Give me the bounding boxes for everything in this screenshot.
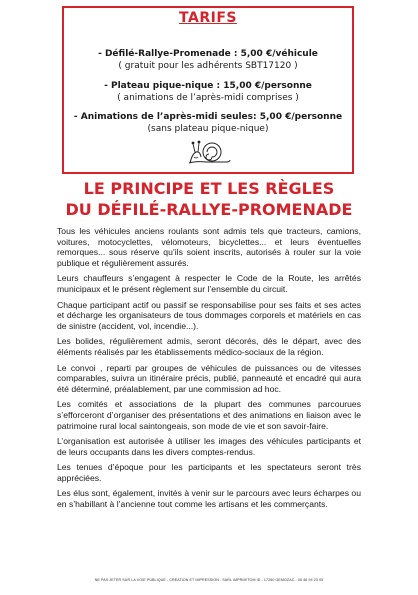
tarif-item-piquenique: - Plateau pique-nique : 15,00 €/personne [104,81,312,91]
rule-paragraph: L’organisation est autorisée à utiliser les images des véhicules participants et de leurs occupants dans les divers comptes-rendus. [57,436,361,457]
rule-paragraph: Leurs chauffeurs s’engagent à respecter le Code de la Route, les arrêtés municipaux et le présent règlement sur l’ensemble du circuit. [57,273,361,294]
tarif-item-animations: - Animations de l’après-midi seules: 5,00 €/personne [73,112,343,122]
tarif-item-animations-note: (sans plateau pique-nique) [147,124,269,134]
rule-paragraph: Le convoi , reparti par groupes de véhicules de puissances ou de vitesses comparables, suivra un itinéraire précis, publié, panneauté et encadré qui aura été déterminé, préalablement, par une commission ad hoc. [57,362,361,394]
rules-body [57,226,361,515]
tarif-item-piquenique-note: ( animations de l’après-midi comprises ) [117,93,299,103]
rule-paragraph: Les bolides, régulièrement admis, seront décorés, dès le départ, avec des éléments réalisés par les établissements médico-sociaux de la région. [57,336,361,357]
section-heading-line1: LE PRINCIPE ET LES RÈGLES [83,179,335,198]
snail-icon [186,138,232,166]
tarif-item-rallye: - Défilé-Rallye-Promenade : 5,00 €/véhicule [98,49,318,59]
rule-paragraph: Les élus sont, également, invités à venir sur le parcours avec leurs écharpes ou en s’habillant à l’ancienne tout comme les artisans et les commerçants. [57,488,361,510]
rule-paragraph: Les tenues d’époque pour les participants et les spectateurs seront très appréciées. [57,462,361,483]
rule-paragraph: Chaque participant actif ou passif se responsabilise pour ses faits et ses actes et décharge les organisateurs de tous dommages corporels et matériels en cas de sinistre (accident, vol, incendie...). [57,299,361,331]
rule-paragraph: Tous les véhicules anciens roulants sont admis tels que tracteurs, camions, voitures, motocyclettes, vélomoteurs, bicyclettes... et leurs éventuelles remorques... sous réserve qu’ils soient inscrits, autorisés à rouler sur la voie publique et régulièrement assurés. [57,226,361,268]
print-footer: NE PAS JETER SUR LA VOIE PUBLIQUE - CRÉATION ET IMPRESSION : SARL IMPRIM'TOM ID - 17260 GEMOZAC - 05 46 94 23 05 [94,578,324,582]
tarifs-title: TARIFS [179,10,237,26]
section-heading-line2: DU DÉFILÉ-RALLYE-PROMENADE [65,200,353,219]
tarif-item-rallye-note: ( gratuit pour les adhérents SBT17120 ) [118,61,298,71]
rule-paragraph: Les comités et associations de la plupart des communes parcourues s’efforceront d’organiser des présentations et des animations en liaison avec le patrimoine rural local saintongeais, son mode de vie et son savoir-faire. [57,399,361,431]
